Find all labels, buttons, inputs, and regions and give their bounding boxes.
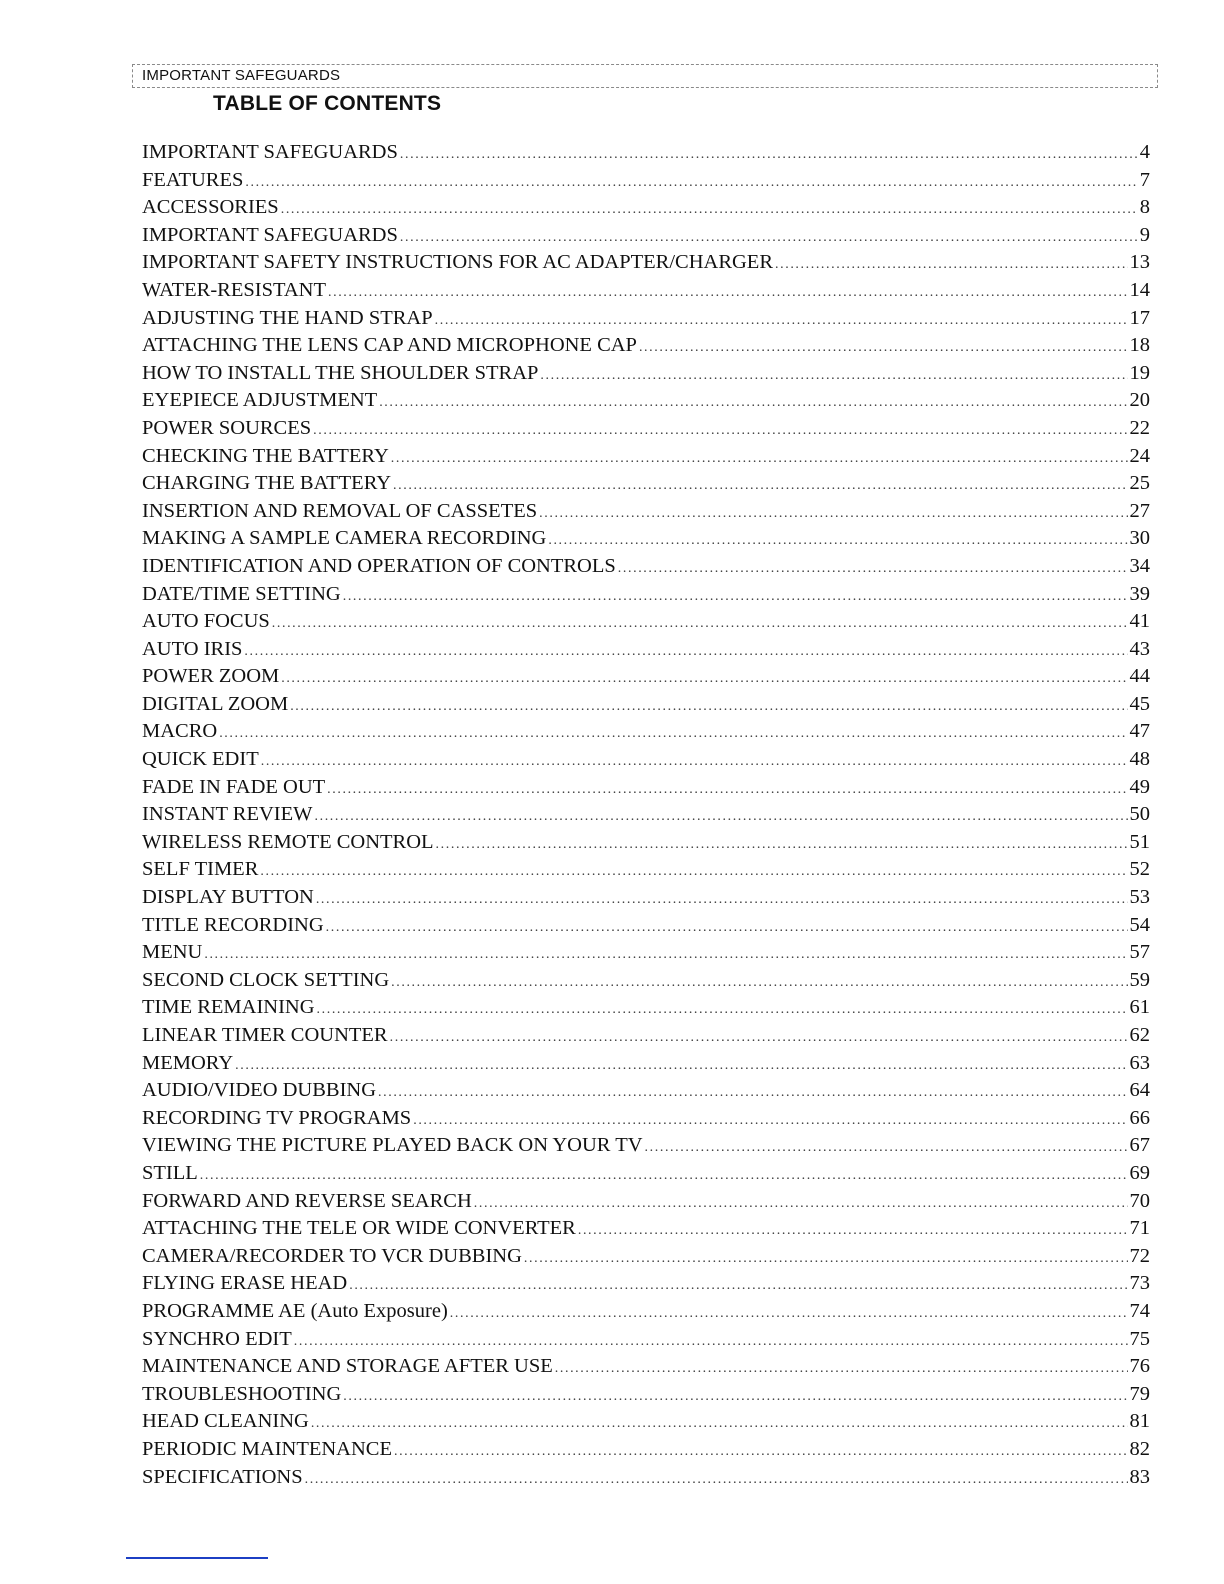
toc-entry[interactable]: [142, 222, 1150, 250]
toc-entry-leader: [315, 803, 1128, 831]
toc-entry-leader: [436, 831, 1128, 859]
toc-entry-title: MACRO: [142, 720, 218, 743]
toc-entry-page-number: 49: [1129, 775, 1150, 798]
toc-entry-title: EYEPIECE ADJUSTMENT: [142, 389, 378, 412]
toc-entry[interactable]: [142, 1105, 1150, 1133]
toc-entry-leader: [305, 1466, 1128, 1494]
toc-entry-leader: [413, 1107, 1127, 1135]
toc-entry[interactable]: [142, 581, 1150, 609]
toc-entry-leader: [540, 362, 1127, 390]
toc-entry-page-number: 71: [1129, 1217, 1150, 1240]
toc-entry-page-number: 51: [1129, 830, 1150, 853]
toc-entry-leader: [327, 776, 1127, 804]
toc-entry-page-number: 63: [1129, 1051, 1150, 1074]
toc-entry[interactable]: [142, 167, 1150, 195]
toc-entry[interactable]: [142, 470, 1150, 498]
toc-entry-page-number: 41: [1129, 610, 1150, 633]
toc-entry[interactable]: [142, 1464, 1150, 1492]
toc-entry-leader: [290, 693, 1127, 721]
toc-entry-title: PERIODIC MAINTENANCE: [142, 1437, 392, 1460]
toc-entry-leader: [391, 445, 1128, 473]
toc-entry-leader: [400, 224, 1138, 252]
toc-entry[interactable]: [142, 636, 1150, 664]
toc-entry[interactable]: [142, 249, 1150, 277]
toc-entry-leader: [219, 720, 1127, 748]
toc-entry-page-number: 27: [1129, 499, 1150, 522]
toc-entry-leader: [618, 555, 1128, 583]
running-header: IMPORTANT SAFEGUARDS: [142, 67, 341, 84]
toc-entry-title: FEATURES: [142, 168, 244, 191]
toc-entry-title: AUDIO/VIDEO DUBBING: [142, 1079, 377, 1102]
footnote-rule: [126, 1557, 268, 1559]
toc-entry-leader: [524, 1245, 1128, 1273]
toc-entry-page-number: 48: [1129, 748, 1150, 771]
toc-entry-title: CHARGING THE BATTERY: [142, 472, 392, 495]
toc-entry[interactable]: [142, 139, 1150, 167]
toc-entry-leader: [313, 417, 1127, 445]
toc-entry-title: TIME REMAINING: [142, 996, 315, 1019]
toc-entry-title: IDENTIFICATION AND OPERATION OF CONTROLS: [142, 554, 616, 577]
toc-entry-leader: [645, 1134, 1128, 1162]
toc-entry-page-number: 43: [1129, 637, 1150, 660]
toc-entry[interactable]: [142, 277, 1150, 305]
toc-entry[interactable]: [142, 608, 1150, 636]
toc-entry-leader: [775, 251, 1127, 279]
toc-entry-title: ATTACHING THE TELE OR WIDE CONVERTER: [142, 1217, 576, 1240]
toc-entry[interactable]: [142, 774, 1150, 802]
toc-entry[interactable]: [142, 1436, 1150, 1464]
toc-entry[interactable]: [142, 525, 1150, 553]
toc-entry-title: MENU: [142, 941, 203, 964]
toc-entry-page-number: 57: [1129, 941, 1150, 964]
toc-entry-leader: [281, 196, 1138, 224]
toc-entry-leader: [261, 748, 1128, 776]
toc-entry[interactable]: [142, 801, 1150, 829]
toc-entry-title: TROUBLESHOOTING: [142, 1382, 342, 1405]
toc-entry[interactable]: [142, 884, 1150, 912]
toc-entry-leader: [244, 638, 1127, 666]
toc-entry-page-number: 44: [1129, 665, 1150, 688]
toc-entry-leader: [326, 914, 1128, 942]
toc-entry-page-number: 19: [1129, 361, 1150, 384]
toc-entry-leader: [200, 1162, 1128, 1190]
toc-entry-title: LINEAR TIMER COUNTER: [142, 1024, 388, 1046]
toc-entry-page-number: 82: [1129, 1437, 1150, 1460]
toc-entry-page-number: 79: [1129, 1382, 1150, 1405]
toc-entry-page-number: 9: [1139, 223, 1150, 246]
table-of-contents: [142, 139, 1150, 1491]
toc-entry-leader: [390, 1024, 1128, 1052]
toc-entry-title: INSTANT REVIEW: [142, 803, 313, 826]
toc-entry-page-number: 13: [1129, 251, 1150, 274]
toc-entry-title: STILL: [142, 1161, 198, 1184]
toc-entry-title: AUTO IRIS: [142, 637, 243, 660]
toc-entry-page-number: 53: [1129, 886, 1150, 909]
toc-entry-title: QUICK EDIT: [142, 748, 259, 771]
toc-entry-title: RECORDING TV PROGRAMS: [142, 1106, 412, 1129]
toc-entry-title: DATE/TIME SETTING: [142, 582, 341, 605]
toc-entry-page-number: 17: [1129, 306, 1150, 329]
toc-entry-leader: [393, 472, 1127, 500]
toc-entry[interactable]: [142, 1270, 1150, 1298]
toc-entry[interactable]: [142, 1408, 1150, 1436]
toc-entry-page-number: 59: [1129, 968, 1150, 991]
toc-entry-title: INSERTION AND REMOVAL OF CASSETES: [142, 499, 538, 522]
toc-entry-page-number: 62: [1129, 1024, 1150, 1046]
toc-entry-title: IMPORTANT SAFEGUARDS: [142, 223, 398, 246]
toc-entry[interactable]: [142, 332, 1150, 360]
toc-entry[interactable]: [142, 360, 1150, 388]
toc-entry[interactable]: [142, 498, 1150, 526]
toc-entry[interactable]: [142, 856, 1150, 884]
toc-entry[interactable]: [142, 1353, 1150, 1381]
toc-entry-page-number: 66: [1129, 1106, 1150, 1129]
toc-entry[interactable]: [142, 663, 1150, 691]
toc-entry-page-number: 50: [1129, 803, 1150, 826]
toc-entry-title: CAMERA/RECORDER TO VCR DUBBING: [142, 1244, 522, 1267]
toc-entry-title: FORWARD AND REVERSE SEARCH: [142, 1189, 472, 1212]
toc-entry-page-number: 4: [1139, 141, 1150, 163]
toc-entry-leader: [204, 941, 1127, 969]
toc-entry[interactable]: [142, 1160, 1150, 1188]
toc-entry-page-number: 14: [1129, 278, 1150, 301]
toc-entry-leader: [281, 665, 1127, 693]
toc-entry-leader: [378, 1079, 1127, 1107]
toc-entry-leader: [272, 610, 1128, 638]
toc-entry-leader: [578, 1217, 1128, 1245]
toc-entry-title: PROGRAMME AE (Auto Exposure): [142, 1299, 448, 1322]
toc-entry-title: WIRELESS REMOTE CONTROL: [142, 830, 434, 853]
toc-entry-leader: [639, 334, 1128, 362]
toc-entry[interactable]: [142, 1077, 1150, 1105]
toc-entry[interactable]: [142, 1298, 1150, 1326]
toc-entry[interactable]: [142, 1022, 1150, 1050]
toc-entry-title: DISPLAY BUTTON: [142, 886, 314, 909]
toc-entry[interactable]: [142, 1326, 1150, 1354]
toc-entry[interactable]: [142, 1243, 1150, 1271]
toc-entry-leader: [316, 886, 1128, 914]
toc-entry-page-number: 24: [1129, 444, 1150, 467]
toc-entry-leader: [539, 500, 1127, 528]
toc-entry-title: ADJUSTING THE HAND STRAP: [142, 306, 433, 329]
toc-entry[interactable]: [142, 305, 1150, 333]
toc-entry-leader: [343, 583, 1128, 611]
toc-entry-leader: [548, 527, 1127, 555]
toc-entry[interactable]: [142, 829, 1150, 857]
toc-entry-title: IMPORTANT SAFETY INSTRUCTIONS FOR AC ADAPTER/CHARGER: [142, 251, 774, 274]
toc-entry-page-number: 30: [1129, 527, 1150, 550]
toc-entry-title: POWER ZOOM: [142, 665, 280, 688]
toc-entry-page-number: 76: [1129, 1355, 1150, 1378]
toc-entry-title: SECOND CLOCK SETTING: [142, 968, 390, 991]
toc-entry[interactable]: [142, 415, 1150, 443]
toc-entry[interactable]: [142, 939, 1150, 967]
toc-entry-page-number: 61: [1129, 996, 1150, 1019]
toc-entry[interactable]: [142, 194, 1150, 222]
toc-entry-page-number: 39: [1129, 582, 1150, 605]
toc-entry-page-number: 81: [1129, 1410, 1150, 1433]
toc-entry-leader: [349, 1272, 1127, 1300]
toc-entry-page-number: 70: [1129, 1189, 1150, 1212]
toc-entry-page-number: 8: [1139, 196, 1150, 219]
toc-entry[interactable]: [142, 691, 1150, 719]
toc-entry-title: DIGITAL ZOOM: [142, 692, 289, 715]
toc-entry-leader: [394, 1438, 1128, 1466]
toc-entry-leader: [435, 307, 1128, 335]
toc-entry-page-number: 72: [1129, 1244, 1150, 1267]
toc-entry-page-number: 69: [1129, 1161, 1150, 1184]
toc-entry[interactable]: [142, 912, 1150, 940]
toc-entry-title: CHECKING THE BATTERY: [142, 444, 389, 467]
toc-entry-leader: [555, 1355, 1128, 1383]
toc-entry-title: SYNCHRO EDIT: [142, 1327, 292, 1350]
toc-entry-page-number: 75: [1129, 1327, 1150, 1350]
toc-entry-title: ACCESSORIES: [142, 196, 279, 219]
toc-entry-page-number: 64: [1129, 1079, 1150, 1102]
toc-entry-page-number: 83: [1129, 1465, 1150, 1488]
toc-entry[interactable]: [142, 443, 1150, 471]
toc-entry-page-number: 18: [1129, 334, 1150, 357]
toc-entry-page-number: 52: [1129, 858, 1150, 881]
toc-entry[interactable]: [142, 967, 1150, 995]
toc-entry-page-number: 20: [1129, 389, 1150, 412]
toc-entry-title: VIEWING THE PICTURE PLAYED BACK ON YOUR TV: [142, 1134, 643, 1157]
toc-entry[interactable]: [142, 1132, 1150, 1160]
toc-entry-title: HOW TO INSTALL THE SHOULDER STRAP: [142, 361, 539, 384]
toc-entry-title: TITLE RECORDING: [142, 913, 324, 936]
toc-entry-title: HEAD CLEANING: [142, 1410, 309, 1433]
page-title: TABLE OF CONTENTS: [213, 92, 442, 115]
toc-entry-leader: [450, 1300, 1128, 1328]
toc-entry-page-number: 7: [1139, 168, 1150, 191]
toc-entry-page-number: 47: [1129, 720, 1150, 743]
toc-entry-page-number: 67: [1129, 1134, 1150, 1157]
toc-entry-page-number: 25: [1129, 472, 1150, 495]
toc-entry[interactable]: [142, 994, 1150, 1022]
toc-entry-leader: [400, 141, 1138, 169]
toc-entry-leader: [260, 858, 1127, 886]
toc-entry[interactable]: [142, 718, 1150, 746]
toc-entry[interactable]: [142, 387, 1150, 415]
toc-entry-title: FADE IN FADE OUT: [142, 775, 326, 798]
toc-entry-page-number: 73: [1129, 1272, 1150, 1295]
toc-entry-title: FLYING ERASE HEAD: [142, 1272, 348, 1295]
toc-entry[interactable]: [142, 746, 1150, 774]
toc-entry[interactable]: [142, 1215, 1150, 1243]
toc-entry[interactable]: [142, 1381, 1150, 1409]
toc-entry-title: SPECIFICATIONS: [142, 1465, 303, 1488]
toc-entry-leader: [317, 996, 1128, 1024]
toc-entry-leader: [391, 969, 1127, 997]
toc-entry-leader: [294, 1328, 1128, 1356]
toc-entry-title: IMPORTANT SAFEGUARDS: [142, 141, 398, 163]
toc-entry-title: MAINTENANCE AND STORAGE AFTER USE: [142, 1355, 553, 1378]
toc-entry-title: MEMORY: [142, 1051, 234, 1074]
toc-entry-page-number: 22: [1129, 416, 1150, 439]
toc-entry-title: ATTACHING THE LENS CAP AND MICROPHONE CAP: [142, 334, 637, 357]
toc-entry-page-number: 74: [1129, 1299, 1150, 1322]
toc-entry[interactable]: [142, 1050, 1150, 1078]
toc-entry-title: MAKING A SAMPLE CAMERA RECORDING: [142, 527, 547, 550]
toc-entry[interactable]: [142, 1188, 1150, 1216]
toc-entry[interactable]: [142, 553, 1150, 581]
toc-entry-title: AUTO FOCUS: [142, 610, 270, 633]
toc-entry-leader: [235, 1052, 1127, 1080]
toc-entry-page-number: 54: [1129, 913, 1150, 936]
toc-entry-title: WATER-RESISTANT: [142, 278, 326, 301]
toc-entry-page-number: 34: [1129, 554, 1150, 577]
toc-entry-leader: [311, 1410, 1128, 1438]
toc-entry-leader: [474, 1190, 1128, 1218]
toc-entry-title: POWER SOURCES: [142, 416, 312, 439]
toc-entry-leader: [245, 169, 1137, 197]
toc-entry-leader: [328, 279, 1128, 307]
toc-entry-page-number: 45: [1129, 692, 1150, 715]
toc-entry-title: SELF TIMER: [142, 858, 259, 881]
toc-entry-leader: [343, 1383, 1127, 1411]
toc-entry-leader: [379, 389, 1127, 417]
